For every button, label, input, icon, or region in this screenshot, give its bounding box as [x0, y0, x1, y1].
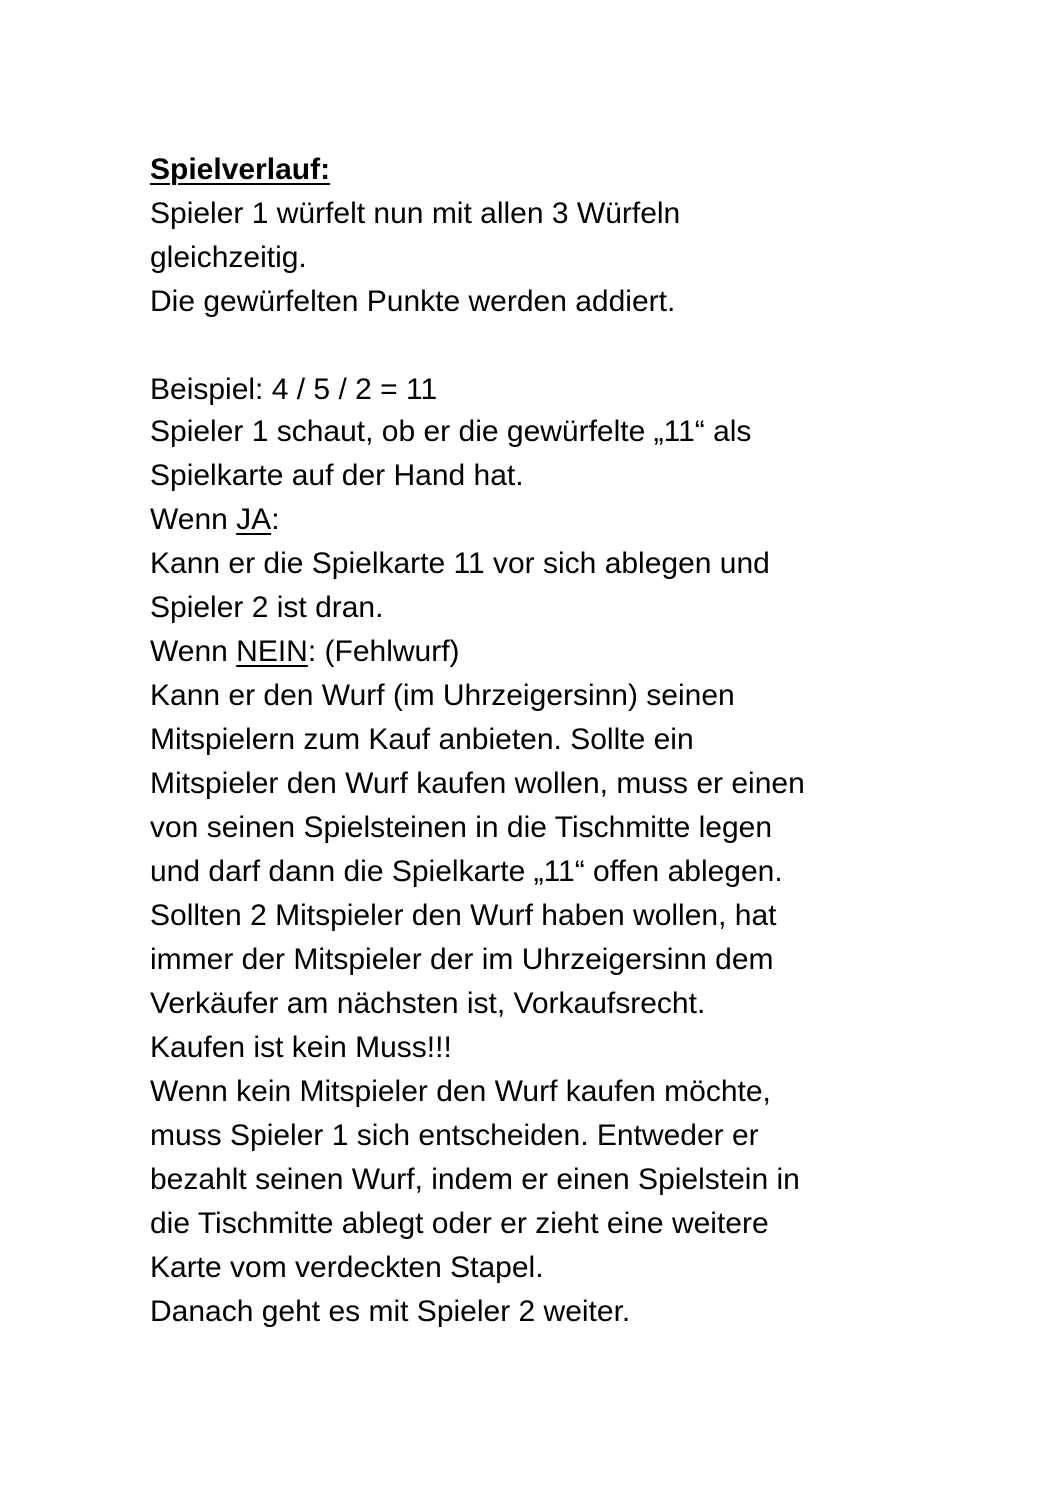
- no-text-line: Kann er den Wurf (im Uhrzeigersinn) seinen: [150, 679, 735, 712]
- no-text-line: Sollten 2 Mitspieler den Wurf haben wollen, hat: [150, 899, 777, 932]
- paragraph-gap: [150, 324, 970, 370]
- check-line: Spieler 1 schaut, ob er die gewürfelte „11“ als: [150, 415, 752, 448]
- no-text-line: bezahlt seinen Wurf, indem er einen Spielstein in: [150, 1163, 800, 1196]
- intro-line: gleichzeitig.: [150, 241, 307, 274]
- intro-line: Spieler 1 würfelt nun mit allen 3 Würfeln: [150, 197, 681, 230]
- no-keyword: NEIN: [236, 635, 308, 668]
- document-page: [150, 148, 970, 1334]
- no-text-line: Mitspieler den Wurf kaufen wollen, muss er einen: [150, 767, 805, 800]
- check-line: Spielkarte auf der Hand hat.: [150, 459, 524, 492]
- yes-prefix: Wenn: [150, 503, 237, 536]
- yes-heading: [150, 498, 970, 542]
- no-text-line: Danach geht es mit Spieler 2 weiter.: [150, 1295, 631, 1328]
- no-suffix: : (Fehlwurf): [307, 635, 460, 668]
- no-text-line: die Tischmitte ablegt oder er zieht eine weitere: [150, 1207, 769, 1240]
- no-text-line: Kaufen ist kein Muss!!!: [150, 1031, 452, 1064]
- no-text-line: Verkäufer am nächsten ist, Vorkaufsrecht.: [150, 987, 706, 1020]
- intro-line: Die gewürfelten Punkte werden addiert.: [150, 285, 676, 318]
- yes-suffix: :: [271, 503, 280, 536]
- yes-keyword: JA: [236, 503, 272, 536]
- section-title: Spielverlauf:: [150, 153, 331, 186]
- no-text-line: muss Spieler 1 sich entscheiden. Entweder er: [150, 1119, 759, 1152]
- no-prefix: Wenn: [150, 635, 237, 668]
- no-text-line: von seinen Spielsteinen in die Tischmitte legen: [150, 811, 773, 844]
- no-text-line: und darf dann die Spielkarte „11“ offen ablegen.: [150, 855, 783, 888]
- no-heading: [150, 630, 970, 674]
- no-text-line: Karte vom verdeckten Stapel.: [150, 1251, 544, 1284]
- no-text-line: Mitspielern zum Kauf anbieten. Sollte ein: [150, 723, 694, 756]
- no-text-line: immer der Mitspieler der im Uhrzeigersinn dem: [150, 943, 774, 976]
- yes-text-line: Kann er die Spielkarte 11 vor sich ablegen und: [150, 547, 770, 580]
- yes-text-line: Spieler 2 ist dran.: [150, 591, 384, 624]
- example-line: Beispiel: 4 / 5 / 2 = 11: [150, 373, 438, 406]
- no-text-line: Wenn kein Mitspieler den Wurf kaufen möchte,: [150, 1075, 771, 1108]
